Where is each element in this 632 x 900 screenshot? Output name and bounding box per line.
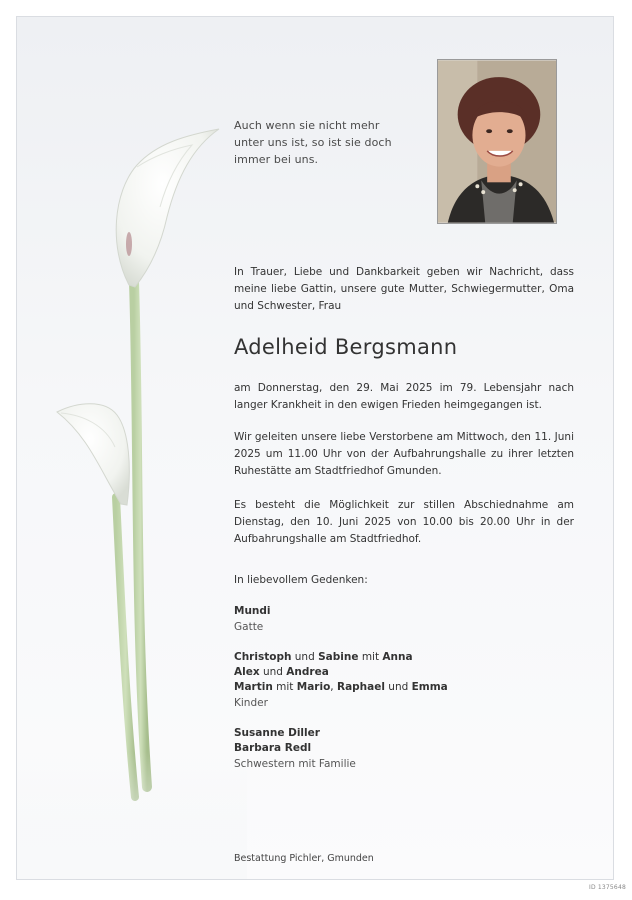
quote — [234, 117, 392, 168]
portrait-photo — [437, 59, 557, 224]
mourner-name: Christoph — [234, 651, 292, 663]
mourner-line-martin — [234, 681, 448, 693]
connector: und — [294, 651, 315, 663]
obituary-card — [16, 16, 614, 880]
connector: mit — [276, 681, 294, 693]
mourner-spouse-role: Gatte — [234, 621, 264, 633]
mourner-name: Alex — [234, 666, 260, 678]
mourner-name: Andrea — [286, 666, 329, 678]
portrait-image — [438, 60, 556, 223]
deceased-name: Adelheid Bergsmann — [234, 335, 458, 359]
mourner-name: Raphael — [336, 681, 385, 693]
mourner-sister: Susanne Diller — [234, 727, 320, 739]
quote-line: unter uns ist, so ist sie doch — [234, 136, 392, 149]
mourner-sister: Barbara Redl — [234, 742, 312, 754]
funeral-paragraph: Wir geleiten unsere liebe Verstorbene am Mittwoch, den 11. Juni 2025 um 11.00 Uhr von der Aufbahrungshalle zu ihrer letzten Ruhestätte am Stadtfriedhof Gmunden. — [234, 431, 574, 477]
connector: mit — [361, 651, 380, 663]
connector: und — [262, 666, 283, 678]
quote-line: immer bei uns. — [234, 153, 319, 166]
mourner-name: Anna — [382, 651, 413, 663]
death-notice-paragraph: am Donnerstag, den 29. Mai 2025 im 79. Lebensjahr nach langer Krankheit in den ewigen Frieden heimgegangen ist. — [234, 382, 574, 411]
undertaker: Bestattung Pichler, Gmunden — [234, 853, 374, 864]
connector: und — [388, 681, 409, 693]
mourner-name: Martin — [234, 681, 273, 693]
mourner-sisters-role: Schwestern mit Familie — [234, 758, 356, 770]
gedenken-heading: In liebevollem Gedenken: — [234, 574, 368, 586]
mourner-spouse: Mundi — [234, 605, 271, 617]
mourner-children-role: Kinder — [234, 697, 268, 709]
document-code: ID 1375648 — [588, 884, 626, 891]
mourner-line-christoph — [234, 651, 413, 663]
calla-lily-illustration — [17, 17, 247, 880]
quote-line: Auch wenn sie nicht mehr — [234, 119, 380, 132]
mourner-name: Mario — [296, 681, 331, 693]
mourner-name: Emma — [411, 681, 448, 693]
mourner-line-alex — [234, 666, 329, 678]
viewing-paragraph: Es besteht die Möglichkeit zur stillen Abschiednahme am Dienstag, den 10. Juni 2025 von 10.00 bis 20.00 Uhr in der Aufbahrungshalle am Stadtfriedhof. — [234, 499, 574, 545]
intro-text: In Trauer, Liebe und Dankbarkeit geben wir Nachricht, dass meine liebe Gattin, unsere gute Mutter, Schwiegermutter, Oma und Schwester, Frau — [234, 266, 574, 312]
mourner-name: Sabine — [318, 651, 359, 663]
comma: , — [330, 681, 334, 693]
